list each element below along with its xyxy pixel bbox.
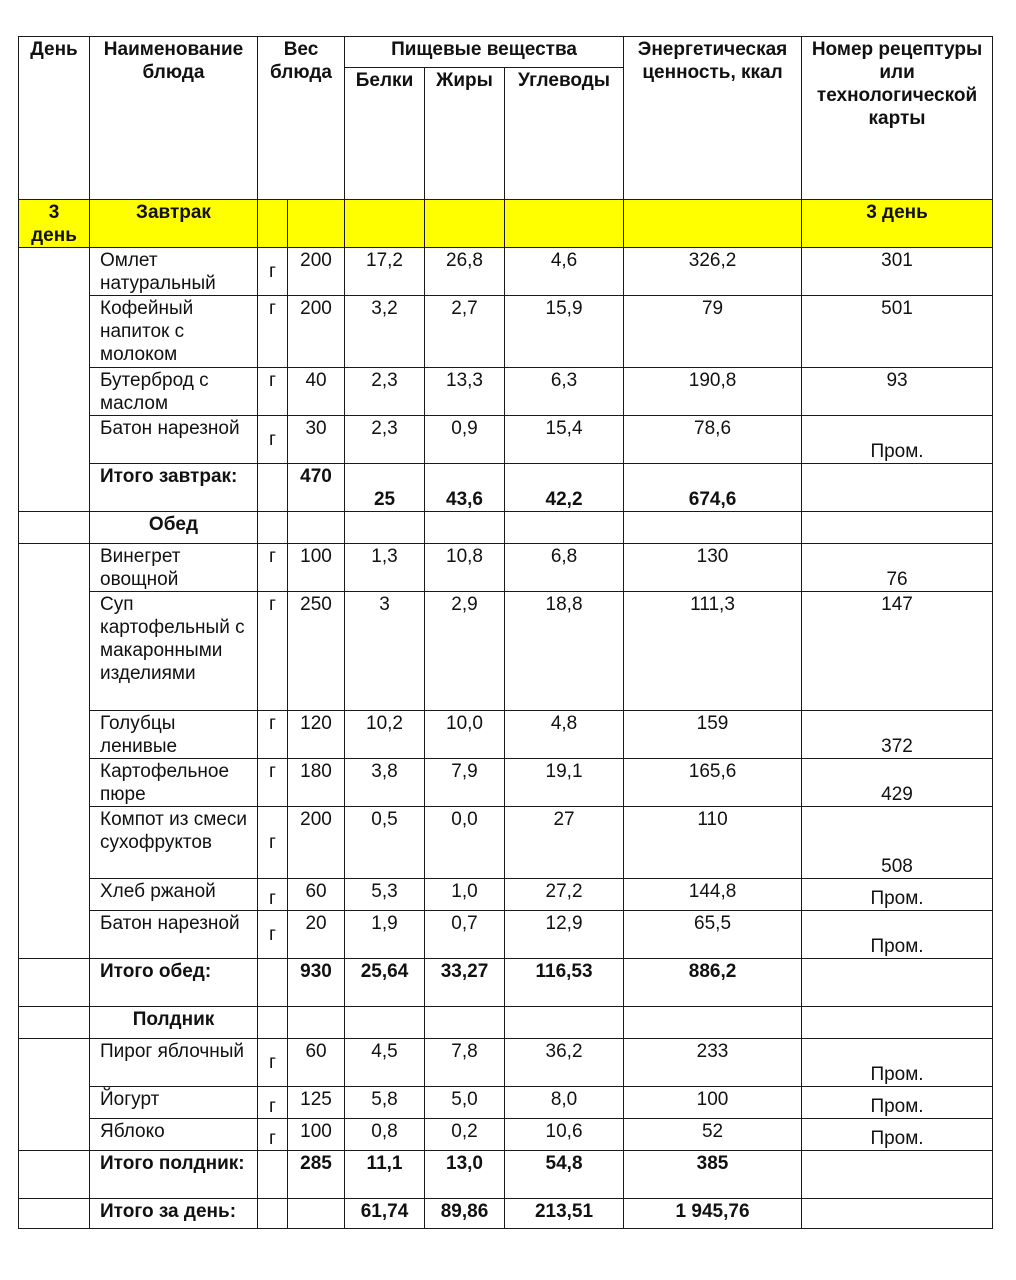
carbs: 27,2 xyxy=(505,879,624,911)
energy: 190,8 xyxy=(624,368,802,416)
fat: 2,9 xyxy=(425,592,505,711)
energy: 111,3 xyxy=(624,592,802,711)
table-row xyxy=(19,296,993,368)
weight: 200 xyxy=(288,248,345,296)
protein: 10,2 xyxy=(345,711,425,759)
weight: 180 xyxy=(288,759,345,807)
table-row xyxy=(19,1119,993,1151)
header-energy: Энергетическая ценность, ккал xyxy=(624,37,802,200)
weight: 100 xyxy=(288,1119,345,1151)
total-fat: 43,6 xyxy=(425,464,505,512)
dish-name: Компот из смеси сухофруктов xyxy=(90,807,258,879)
day-label: 3 день xyxy=(19,200,90,248)
fat: 2,7 xyxy=(425,296,505,368)
day-label-right: 3 день xyxy=(802,200,993,248)
fat: 5,0 xyxy=(425,1087,505,1119)
recipe-number: 372 xyxy=(802,711,993,759)
dish-name: Пирог яблочный xyxy=(90,1039,258,1087)
total-protein: 25 xyxy=(345,464,425,512)
energy: 130 xyxy=(624,544,802,592)
total-weight: 285 xyxy=(288,1151,345,1199)
dish-name: Голубцы ленивые xyxy=(90,711,258,759)
carbs: 4,8 xyxy=(505,711,624,759)
protein: 1,3 xyxy=(345,544,425,592)
fat: 10,8 xyxy=(425,544,505,592)
carbs: 15,9 xyxy=(505,296,624,368)
carbs: 12,9 xyxy=(505,911,624,959)
fat: 0,7 xyxy=(425,911,505,959)
header-day: День xyxy=(19,37,90,200)
carbs: 6,8 xyxy=(505,544,624,592)
total-carbs: 54,8 xyxy=(505,1151,624,1199)
dish-name: Картофельное пюре xyxy=(90,759,258,807)
unit: г xyxy=(258,296,288,368)
total-row xyxy=(19,959,993,1007)
weight: 125 xyxy=(288,1087,345,1119)
fat: 10,0 xyxy=(425,711,505,759)
carbs: 10,6 xyxy=(505,1119,624,1151)
table-row xyxy=(19,807,993,879)
fat: 7,9 xyxy=(425,759,505,807)
energy: 78,6 xyxy=(624,416,802,464)
unit: г xyxy=(258,248,288,296)
unit: г xyxy=(258,879,288,911)
protein: 2,3 xyxy=(345,416,425,464)
day-total-energy: 1 945,76 xyxy=(624,1199,802,1229)
recipe-number: Пром. xyxy=(802,1039,993,1087)
recipe-number: 508 xyxy=(802,807,993,879)
header-fat: Жиры xyxy=(425,68,505,200)
table-row xyxy=(19,759,993,807)
table-row xyxy=(19,592,993,711)
recipe-number: 429 xyxy=(802,759,993,807)
dish-name: Бутерброд с маслом xyxy=(90,368,258,416)
table-row xyxy=(19,368,993,416)
unit: г xyxy=(258,416,288,464)
table-row xyxy=(19,248,993,296)
dish-name: Батон нарезной xyxy=(90,416,258,464)
recipe-number: 76 xyxy=(802,544,993,592)
carbs: 15,4 xyxy=(505,416,624,464)
energy: 165,6 xyxy=(624,759,802,807)
header-carbs: Углеводы xyxy=(505,68,624,200)
energy: 144,8 xyxy=(624,879,802,911)
carbs: 19,1 xyxy=(505,759,624,807)
header-nutrients: Пищевые вещества xyxy=(345,37,624,68)
table-row xyxy=(19,879,993,911)
fat: 0,2 xyxy=(425,1119,505,1151)
carbs: 36,2 xyxy=(505,1039,624,1087)
fat: 13,3 xyxy=(425,368,505,416)
total-label: Итого обед: xyxy=(90,959,258,1007)
meal-title-breakfast: Завтрак xyxy=(90,200,258,248)
carbs: 4,6 xyxy=(505,248,624,296)
unit: г xyxy=(258,711,288,759)
energy: 326,2 xyxy=(624,248,802,296)
total-fat: 33,27 xyxy=(425,959,505,1007)
protein: 2,3 xyxy=(345,368,425,416)
day-total-protein: 61,74 xyxy=(345,1199,425,1229)
day-total-carbs: 213,51 xyxy=(505,1199,624,1229)
fat: 0,9 xyxy=(425,416,505,464)
energy: 110 xyxy=(624,807,802,879)
total-energy: 674,6 xyxy=(624,464,802,512)
weight: 200 xyxy=(288,807,345,879)
day-total-row xyxy=(19,1199,993,1229)
carbs: 27 xyxy=(505,807,624,879)
total-energy: 385 xyxy=(624,1151,802,1199)
unit: г xyxy=(258,368,288,416)
dish-name: Омлет натуральный xyxy=(90,248,258,296)
fat: 0,0 xyxy=(425,807,505,879)
table-row xyxy=(19,416,993,464)
total-row xyxy=(19,464,993,512)
total-energy: 886,2 xyxy=(624,959,802,1007)
fat: 26,8 xyxy=(425,248,505,296)
energy: 233 xyxy=(624,1039,802,1087)
total-label: Итого полдник: xyxy=(90,1151,258,1199)
menu-table xyxy=(18,36,993,1229)
weight: 60 xyxy=(288,1039,345,1087)
meal-title-snack: Полдник xyxy=(90,1007,258,1039)
protein: 0,5 xyxy=(345,807,425,879)
dish-name: Хлеб ржаной xyxy=(90,879,258,911)
total-row xyxy=(19,1151,993,1199)
protein: 0,8 xyxy=(345,1119,425,1151)
weight: 40 xyxy=(288,368,345,416)
unit: г xyxy=(258,544,288,592)
weight: 120 xyxy=(288,711,345,759)
weight: 100 xyxy=(288,544,345,592)
dish-name: Йогурт xyxy=(90,1087,258,1119)
unit: г xyxy=(258,1087,288,1119)
total-weight: 470 xyxy=(288,464,345,512)
recipe-number: Пром. xyxy=(802,1119,993,1151)
table-row xyxy=(19,1087,993,1119)
recipe-number: 93 xyxy=(802,368,993,416)
recipe-number: 301 xyxy=(802,248,993,296)
dish-name: Яблоко xyxy=(90,1119,258,1151)
total-label: Итого завтрак: xyxy=(90,464,258,512)
unit: г xyxy=(258,807,288,879)
recipe-number: Пром. xyxy=(802,1087,993,1119)
protein: 5,8 xyxy=(345,1087,425,1119)
carbs: 6,3 xyxy=(505,368,624,416)
header-weight: Вес блюда xyxy=(258,37,345,200)
weight: 30 xyxy=(288,416,345,464)
unit: г xyxy=(258,592,288,711)
weight: 250 xyxy=(288,592,345,711)
table-row xyxy=(19,1039,993,1087)
meal-title-lunch: Обед xyxy=(90,512,258,544)
energy: 159 xyxy=(624,711,802,759)
protein: 3,8 xyxy=(345,759,425,807)
total-protein: 25,64 xyxy=(345,959,425,1007)
total-protein: 11,1 xyxy=(345,1151,425,1199)
recipe-number: Пром. xyxy=(802,879,993,911)
fat: 1,0 xyxy=(425,879,505,911)
unit: г xyxy=(258,1039,288,1087)
total-carbs: 116,53 xyxy=(505,959,624,1007)
weight: 60 xyxy=(288,879,345,911)
unit: г xyxy=(258,911,288,959)
day-total-label: Итого за день: xyxy=(90,1199,258,1229)
protein: 4,5 xyxy=(345,1039,425,1087)
protein: 3 xyxy=(345,592,425,711)
unit: г xyxy=(258,1119,288,1151)
energy: 65,5 xyxy=(624,911,802,959)
total-weight: 930 xyxy=(288,959,345,1007)
dish-name: Кофейный напиток с молоком xyxy=(90,296,258,368)
table-row xyxy=(19,544,993,592)
dish-name: Винегрет овощной xyxy=(90,544,258,592)
dish-name: Суп картофельный с макаронными изделиями xyxy=(90,592,258,711)
day-total-fat: 89,86 xyxy=(425,1199,505,1229)
unit: г xyxy=(258,759,288,807)
energy: 52 xyxy=(624,1119,802,1151)
header-recipe-number: Номер рецептуры или технологической карты xyxy=(802,37,993,200)
recipe-number: 501 xyxy=(802,296,993,368)
protein: 3,2 xyxy=(345,296,425,368)
weight: 20 xyxy=(288,911,345,959)
carbs: 8,0 xyxy=(505,1087,624,1119)
weight: 200 xyxy=(288,296,345,368)
total-fat: 13,0 xyxy=(425,1151,505,1199)
protein: 5,3 xyxy=(345,879,425,911)
fat: 7,8 xyxy=(425,1039,505,1087)
carbs: 18,8 xyxy=(505,592,624,711)
total-carbs: 42,2 xyxy=(505,464,624,512)
header-dish-name: Наименование блюда xyxy=(90,37,258,200)
recipe-number: Пром. xyxy=(802,911,993,959)
protein: 17,2 xyxy=(345,248,425,296)
table-row xyxy=(19,911,993,959)
table-row xyxy=(19,711,993,759)
dish-name: Батон нарезной xyxy=(90,911,258,959)
recipe-number: Пром. xyxy=(802,416,993,464)
header-protein: Белки xyxy=(345,68,425,200)
energy: 100 xyxy=(624,1087,802,1119)
energy: 79 xyxy=(624,296,802,368)
recipe-number: 147 xyxy=(802,592,993,711)
protein: 1,9 xyxy=(345,911,425,959)
